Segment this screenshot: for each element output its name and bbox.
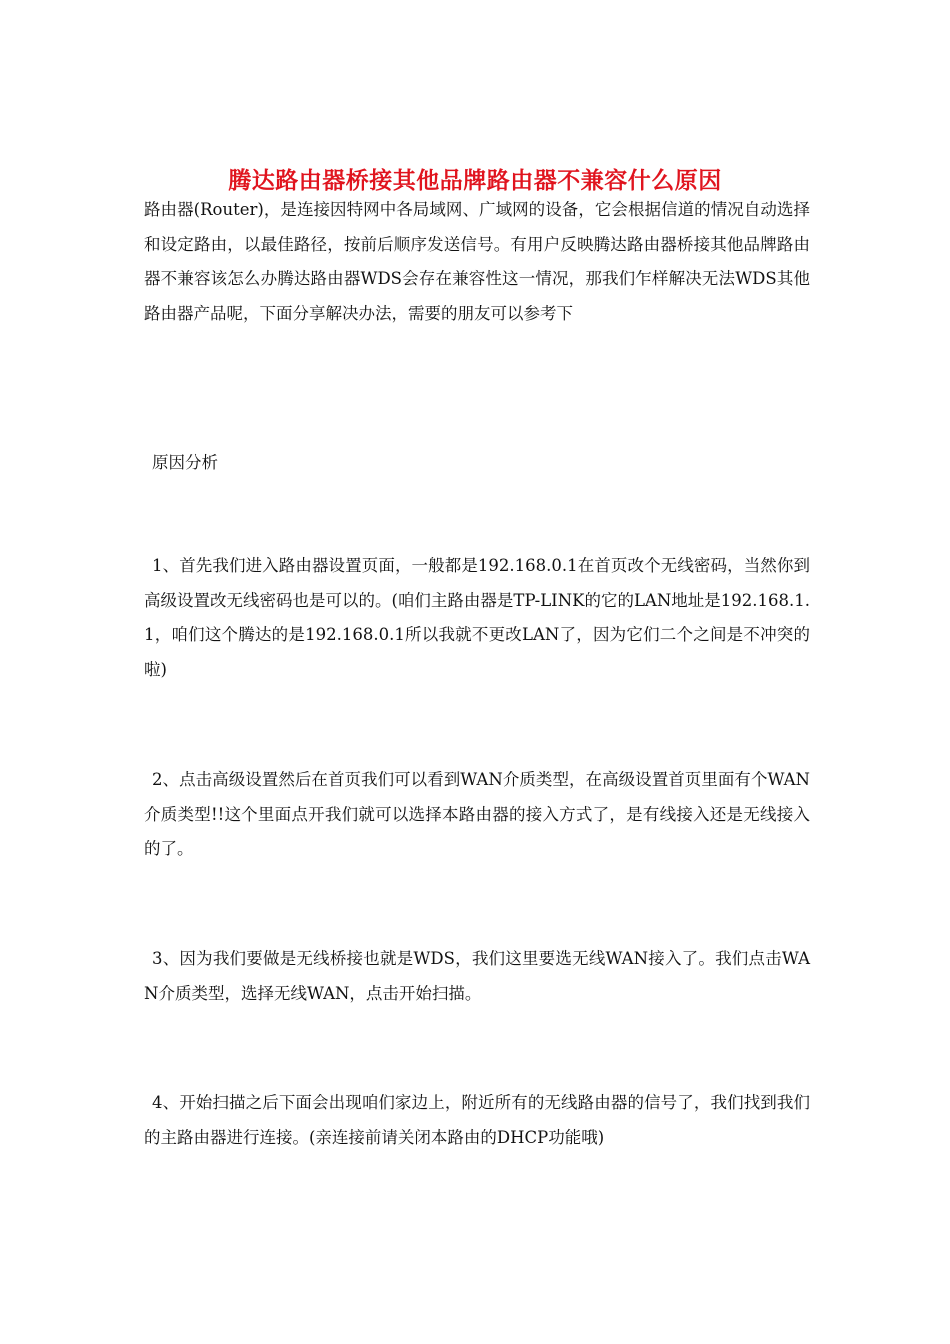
step-4-paragraph: 4、开始扫描之后下面会出现咱们家边上，附近所有的无线路由器的信号了，我们找到我们的主路由器进行连接。(亲连接前请关闭本路由的DHCP功能哦) <box>144 1093 810 1147</box>
section-heading: 原因分析 <box>152 453 218 472</box>
step-1-paragraph: 1、首先我们进入路由器设置页面，一般都是192.168.0.1在首页改个无线密码，当然你到高级设置改无线密码也是可以的。(咱们主路由器是TP-LINK的它的LAN地址是192.168.1.1，咱们这个腾达的是192.168.0.1所以我就不更改LAN了，因为它们二个之间是不冲突的啦) <box>144 556 810 679</box>
step-3-paragraph: 3、因为我们要做是无线桥接也就是WDS，我们这里要选无线WAN接入了。我们点击WAN介质类型，选择无线WAN，点击开始扫描。 <box>144 949 810 1003</box>
step-2-paragraph: 2、点击高级设置然后在首页我们可以看到WAN介质类型，在高级设置首页里面有个WAN介质类型!!这个里面点开我们就可以选择本路由器的接入方式了，是有线接入还是无线接入的了。 <box>144 770 810 858</box>
intro-paragraph: 路由器(Router)，是连接因特网中各局域网、广域网的设备，它会根据信道的情况自动选择和设定路由，以最佳路径，按前后顺序发送信号。有用户反映腾达路由器桥接其他品牌路由器不兼容该怎么办腾达路由器WDS会存在兼容性这一情况，那我们乍样解决无法WDS其他路由器产品呢，下面分享解决办法，需要的朋友可以参考下 <box>144 200 810 323</box>
document-title: 腾达路由器桥接其他品牌路由器不兼容什么原因 <box>228 167 722 195</box>
